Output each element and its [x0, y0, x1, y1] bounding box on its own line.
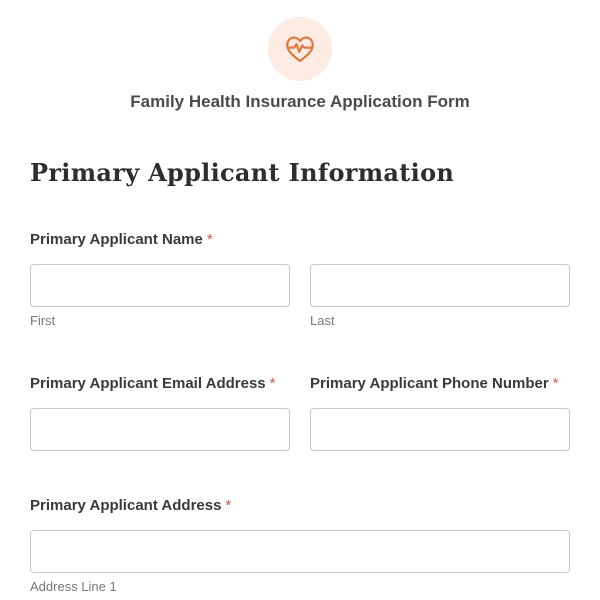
- logo-badge: [268, 17, 332, 81]
- heart-pulse-icon: [283, 32, 317, 66]
- phone-input[interactable]: [310, 408, 570, 451]
- last-name-input[interactable]: [310, 264, 570, 307]
- address-line1-input[interactable]: [30, 530, 570, 573]
- required-asterisk: *: [225, 497, 232, 514]
- phone-label: [310, 375, 559, 392]
- section-heading: Primary Applicant Information: [30, 158, 455, 187]
- name-label-text: Primary Applicant Name: [30, 231, 203, 248]
- address-label-text: Primary Applicant Address: [30, 497, 222, 514]
- email-label: [30, 375, 275, 392]
- phone-label-text: Primary Applicant Phone Number: [310, 375, 549, 392]
- email-label-text: Primary Applicant Email Address: [30, 375, 266, 392]
- name-label: [30, 231, 213, 248]
- form-title: Family Health Insurance Application Form: [130, 92, 470, 111]
- first-name-sublabel: First: [30, 313, 56, 328]
- last-name-sublabel: Last: [310, 313, 335, 328]
- email-input[interactable]: [30, 408, 290, 451]
- required-asterisk: *: [269, 375, 276, 392]
- required-asterisk: *: [552, 375, 559, 392]
- address-line1-sublabel: Address Line 1: [30, 579, 117, 594]
- address-label: [30, 497, 231, 514]
- required-asterisk: *: [206, 231, 213, 248]
- first-name-input[interactable]: [30, 264, 290, 307]
